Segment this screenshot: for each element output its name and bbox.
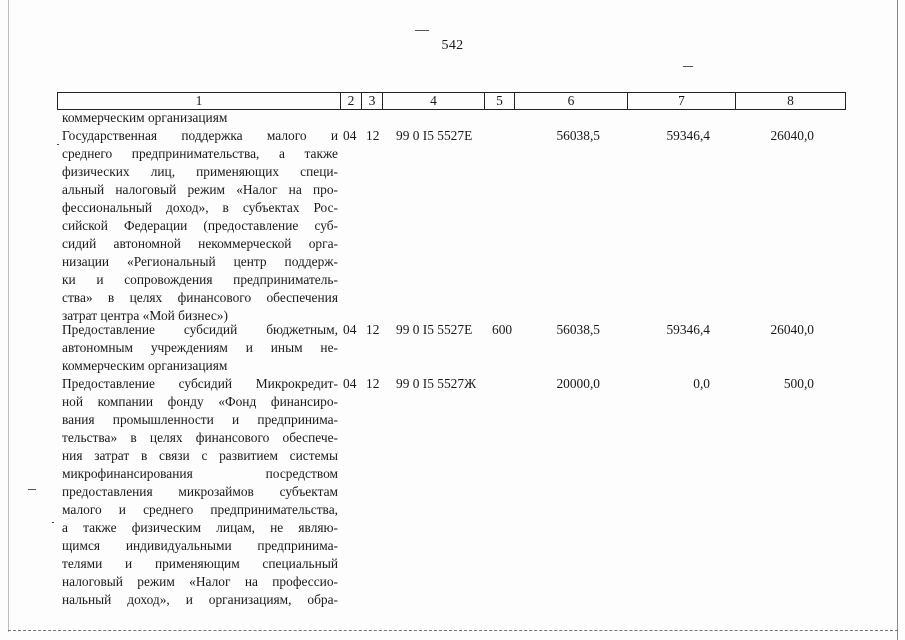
row-description-line: малого и среднего предпринимательства, <box>62 502 338 517</box>
row-description-line: микрофинансирования посредством <box>62 466 338 481</box>
row-description-line: фессиональный доход», в субъектах Рос- <box>62 200 338 215</box>
cell-target-article: 99 0 I5 5527Е <box>396 322 473 337</box>
row-description-line: нальный доход», и организациям, обра- <box>62 592 338 607</box>
row-description-line: ния затрат в связи с развитием системы <box>62 448 338 463</box>
cell-amount-year-1: 56038,5 <box>556 322 600 337</box>
scan-speck <box>52 522 54 523</box>
cell-amount-year-1: 20000,0 <box>556 376 600 391</box>
row-description-line: сидий автономной некоммерческой орга- <box>62 236 338 251</box>
row-description-line: телями и применяющим специальный <box>62 556 338 571</box>
page-left-edge <box>8 0 9 632</box>
header-col-7: 7 <box>628 93 736 110</box>
row-description-line: альный налоговый режим «Налог на про- <box>62 182 338 197</box>
scan-speck <box>57 144 59 145</box>
row-description-line: автономным учреждениям и иным не- <box>62 340 338 355</box>
row-description-line: предоставления микрозаймов субъектам <box>62 484 338 499</box>
row-description-line: ства» в целях финансового обеспечения <box>62 290 338 305</box>
cell-subsection: 12 <box>366 376 380 391</box>
cell-expense-type: 600 <box>492 322 513 337</box>
header-col-5: 5 <box>485 93 515 110</box>
cell-amount-year-3: 500,0 <box>783 376 814 391</box>
row-description-line: низации «Региональный центр поддерж- <box>62 254 338 269</box>
row-description-line: щимся индивидуальными предпринима- <box>62 538 338 553</box>
cell-amount-year-2: 59346,4 <box>666 128 710 143</box>
header-col-4: 4 <box>383 93 485 110</box>
cell-target-article: 99 0 I5 5527Е <box>396 128 473 143</box>
header-col-3: 3 <box>362 93 383 110</box>
cell-amount-year-3: 26040,0 <box>770 128 814 143</box>
cell-subsection: 12 <box>366 128 380 143</box>
row-description-line: затрат центра «Мой бизнес») <box>62 308 228 323</box>
row-description-line: коммерческим организациям <box>62 358 228 373</box>
page-right-edge <box>897 0 898 640</box>
header-col-8: 8 <box>736 93 846 110</box>
header-col-2: 2 <box>341 93 362 110</box>
cell-amount-year-2: 0,0 <box>693 376 710 391</box>
row-description-line: физических лиц, применяющих специ- <box>62 164 338 179</box>
row-description-line: ной компании фонду «Фонд финансиро- <box>62 394 338 409</box>
row-description-line: Предоставление субсидий бюджетным, <box>62 322 338 337</box>
header-col-6: 6 <box>515 93 628 110</box>
row-description-line: сийской Федерации (предоставление суб- <box>62 218 338 233</box>
row-description-line: вания промышленности и предпринима- <box>62 412 338 427</box>
column-number-header <box>57 92 846 110</box>
header-col-1: 1 <box>58 93 341 110</box>
cell-section: 04 <box>343 128 357 143</box>
cell-subsection: 12 <box>366 322 380 337</box>
continued-description-line: коммерческим организациям <box>62 110 228 125</box>
scan-speck <box>415 30 429 31</box>
cell-section: 04 <box>343 376 357 391</box>
cell-section: 04 <box>343 322 357 337</box>
page-number: 542 <box>441 38 464 53</box>
row-description-line: налоговый режим «Налог на профессио- <box>62 574 338 589</box>
cell-target-article: 99 0 I5 5527Ж <box>396 376 477 391</box>
row-description-line: а также физическим лицам, не являю- <box>62 520 338 535</box>
row-description-line: Государственная поддержка малого и <box>62 128 338 143</box>
row-description-line: тельства» в целях финансового обеспече- <box>62 430 338 445</box>
page-bottom-edge <box>8 630 898 631</box>
scan-speck <box>683 66 693 67</box>
row-description-line: Предоставление субсидий Микрокредит- <box>62 376 338 391</box>
row-description-line: среднего предпринимательства, а также <box>62 146 338 161</box>
cell-amount-year-2: 59346,4 <box>666 322 710 337</box>
scan-speck <box>28 489 36 490</box>
row-description-line: ки и сопровождения предприниматель- <box>62 272 338 287</box>
cell-amount-year-3: 26040,0 <box>770 322 814 337</box>
cell-amount-year-1: 56038,5 <box>556 128 600 143</box>
